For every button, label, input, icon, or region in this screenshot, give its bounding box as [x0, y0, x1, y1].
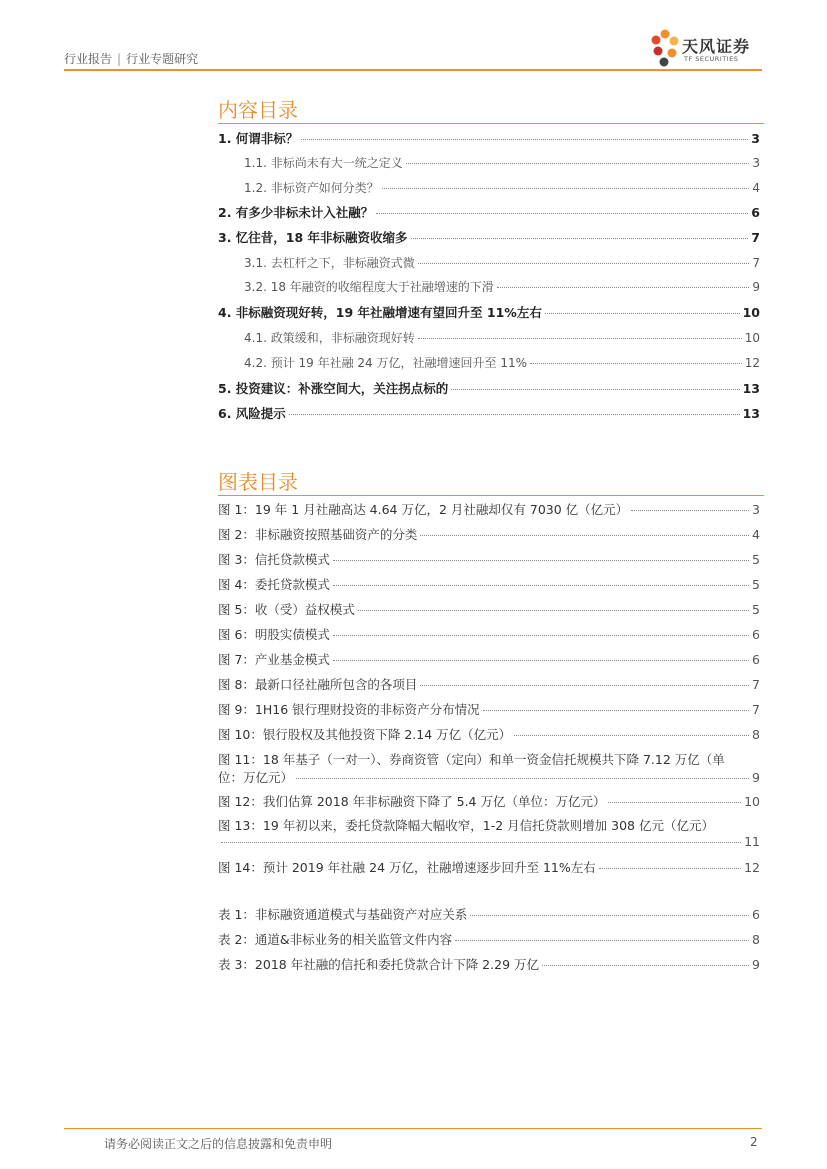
toc-item-page: 13 — [742, 406, 760, 421]
figure-item-page: 4 — [752, 527, 760, 542]
figure-item-line — [218, 768, 760, 786]
figure-item-label: 图 14：预计 2019 年社融 24 万亿，社融增速逐步回升至 11%左右 — [218, 860, 596, 875]
figures-title: 图表目录 — [218, 470, 298, 494]
toc-item-page: 4 — [752, 181, 760, 195]
toc-item-label: 1. 何谓非标？ — [218, 131, 299, 146]
leader-dots — [376, 213, 748, 214]
toc-title-divider — [218, 123, 764, 124]
company-logo — [648, 28, 768, 70]
toc-item-page: 10 — [742, 305, 760, 320]
figure-item-page: 5 — [752, 552, 760, 567]
toc-item-label: 4.2. 预计 19 年社融 24 万亿，社融增速回升至 11% — [244, 356, 527, 370]
header-separator: | — [117, 52, 122, 66]
toc-item-page: 9 — [752, 280, 760, 294]
figure-item[interactable] — [218, 650, 760, 668]
header-divider — [64, 69, 762, 71]
leader-dots — [530, 363, 742, 364]
toc-item-page: 6 — [751, 205, 760, 220]
table-item-page: 8 — [752, 932, 760, 947]
leader-dots — [411, 238, 749, 239]
toc-item-page: 3 — [752, 156, 760, 170]
leader-dots — [296, 778, 749, 779]
leader-dots — [420, 685, 749, 686]
leader-dots — [483, 710, 749, 711]
leader-dots — [470, 915, 749, 916]
leader-dots — [382, 188, 750, 189]
figure-item[interactable] — [218, 750, 760, 786]
figure-item-label: 图 5：收（受）益权模式 — [218, 602, 355, 617]
figure-item-page: 5 — [752, 577, 760, 592]
leader-dots — [545, 313, 740, 314]
leader-dots — [514, 735, 749, 736]
toc-item-label: 4.1. 政策缓和，非标融资现好转 — [244, 331, 415, 345]
leader-dots — [301, 139, 748, 140]
figure-item[interactable] — [218, 625, 760, 643]
figure-item-page: 6 — [752, 627, 760, 642]
toc-item[interactable] — [218, 129, 760, 147]
figure-item-label: 图 2：非标融资按照基础资产的分类 — [218, 527, 418, 542]
leader-dots — [333, 560, 749, 561]
leader-dots — [333, 660, 749, 661]
table-item[interactable] — [218, 930, 760, 948]
toc-item-label: 3. 忆往昔，18 年非标融资收缩多 — [218, 230, 408, 245]
table-item-page: 9 — [752, 957, 760, 972]
toc-item[interactable] — [218, 228, 760, 246]
table-item-page: 6 — [752, 907, 760, 922]
leader-dots — [221, 842, 741, 843]
figure-item-label: 图 13：19 年初以来，委托贷款降幅大幅收窄，1-2 月信托贷款则增加 308 亿元（亿元） — [218, 818, 714, 833]
table-item[interactable] — [218, 905, 760, 923]
toc-item-label: 1.1. 非标尚未有大一统之定义 — [244, 156, 403, 170]
figure-item-label-cont: 位：万亿元） — [218, 770, 294, 785]
figure-item[interactable] — [218, 500, 760, 518]
leader-dots — [451, 389, 739, 390]
figure-item-label: 图 1：19 年 1 月社融高达 4.64 万亿，2 月社融却仅有 7030 亿（亿元） — [218, 502, 629, 517]
figure-item-page: 3 — [752, 502, 760, 517]
logo-subtitle: TF SECURITIES — [684, 55, 739, 63]
toc-item-label: 6. 风险提示 — [218, 406, 286, 421]
figure-item-line — [218, 750, 760, 768]
toc-item[interactable] — [218, 379, 760, 397]
figure-item-label: 图 9：1H16 银行理财投资的非标资产分布情况 — [218, 702, 480, 717]
figure-item[interactable] — [218, 700, 760, 718]
toc-item-page: 10 — [744, 331, 760, 345]
toc-item[interactable] — [244, 254, 760, 272]
toc-title: 内容目录 — [218, 98, 298, 122]
figure-item[interactable] — [218, 525, 760, 543]
page-number: 2 — [750, 1135, 758, 1149]
figure-item[interactable] — [218, 550, 760, 568]
leader-dots — [418, 263, 750, 264]
figure-item-label: 图 12：我们估算 2018 年非标融资下降了 5.4 万亿（单位：万亿元） — [218, 794, 606, 809]
toc-item-page: 12 — [744, 356, 760, 370]
toc-item-label: 3.1. 去杠杆之下，非标融资式微 — [244, 256, 415, 270]
figure-item-label: 图 11：18 年基子（一对一）、券商资管（定向）和单一资金信托规模共下降 7.12 万亿（单 — [218, 752, 725, 767]
figures-title-divider — [218, 495, 764, 496]
toc-item[interactable] — [218, 303, 760, 321]
figure-item-page: 7 — [752, 702, 760, 717]
toc-item-page: 3 — [751, 131, 760, 146]
figure-item-label: 图 6：明股实债模式 — [218, 627, 330, 642]
figure-item-page: 6 — [752, 652, 760, 667]
figure-item-page: 11 — [744, 834, 760, 849]
footer-divider — [64, 1128, 762, 1129]
figure-item-line — [218, 834, 760, 852]
report-category — [64, 50, 198, 67]
toc-item[interactable] — [244, 354, 760, 372]
toc-item-page: 7 — [751, 230, 760, 245]
toc-item[interactable] — [244, 278, 760, 296]
leader-dots — [455, 940, 749, 941]
toc-item-label: 3.2. 18 年融资的收缩程度大于社融增速的下滑 — [244, 280, 494, 294]
figure-item[interactable] — [218, 858, 760, 876]
leader-dots — [418, 338, 742, 339]
logo-name: 天风证券 — [682, 37, 751, 56]
leader-dots — [358, 610, 749, 611]
figure-item-page: 5 — [752, 602, 760, 617]
leader-dots — [289, 414, 740, 415]
figure-item-page: 12 — [744, 860, 760, 875]
table-item-label: 表 2：通道&非标业务的相关监管文件内容 — [218, 932, 453, 947]
figure-item-label: 图 3：信托贷款模式 — [218, 552, 330, 567]
subcategory-label: 行业专题研究 — [126, 52, 199, 66]
leader-dots — [599, 868, 741, 869]
footer-disclaimer: 请务必阅读正文之后的信息披露和免责申明 — [104, 1137, 333, 1151]
toc-item-label: 1.2. 非标资产如何分类？ — [244, 181, 379, 195]
figure-item-page: 10 — [744, 794, 760, 809]
figure-item-line — [218, 816, 760, 834]
toc-item-label: 2. 有多少非标未计入社融？ — [218, 205, 374, 220]
figure-item[interactable] — [218, 725, 760, 743]
leader-dots — [497, 287, 750, 288]
table-item[interactable] — [218, 955, 760, 973]
table-item-label: 表 1：非标融资通道模式与基础资产对应关系 — [218, 907, 468, 922]
leader-dots — [406, 163, 750, 164]
figure-item-label: 图 4：委托贷款模式 — [218, 577, 330, 592]
category-label: 行业报告 — [64, 52, 113, 66]
flower-logo-icon — [648, 28, 682, 68]
figure-item-page: 9 — [752, 770, 760, 785]
figure-item[interactable] — [218, 816, 760, 852]
leader-dots — [333, 635, 749, 636]
figure-item[interactable] — [218, 675, 760, 693]
toc-item-page: 13 — [742, 381, 760, 396]
leader-dots — [542, 965, 749, 966]
figure-item[interactable] — [218, 600, 760, 618]
figure-item-label: 图 8：最新口径社融所包含的各项目 — [218, 677, 418, 692]
figure-item[interactable] — [218, 792, 760, 810]
toc-item[interactable] — [244, 179, 760, 197]
figure-item-page: 8 — [752, 727, 760, 742]
toc-item-label: 4. 非标融资现好转，19 年社融增速有望回升至 11%左右 — [218, 305, 542, 320]
leader-dots — [333, 585, 749, 586]
figure-item-label: 图 7：产业基金模式 — [218, 652, 330, 667]
toc-item-page: 7 — [752, 256, 760, 270]
figure-item[interactable] — [218, 575, 760, 593]
leader-dots — [608, 802, 741, 803]
table-item-label: 表 3：2018 年社融的信托和委托贷款合计下降 2.29 万亿 — [218, 957, 539, 972]
toc-item[interactable] — [244, 154, 760, 172]
toc-item[interactable] — [244, 329, 760, 347]
leader-dots — [631, 510, 749, 511]
toc-item[interactable] — [218, 203, 760, 221]
toc-item-label: 5. 投资建议：补涨空间大，关注拐点标的 — [218, 381, 449, 396]
leader-dots — [420, 535, 749, 536]
toc-item[interactable] — [218, 404, 760, 422]
figure-item-label: 图 10：银行股权及其他投资下降 2.14 万亿（亿元） — [218, 727, 512, 742]
figure-item-page: 7 — [752, 677, 760, 692]
